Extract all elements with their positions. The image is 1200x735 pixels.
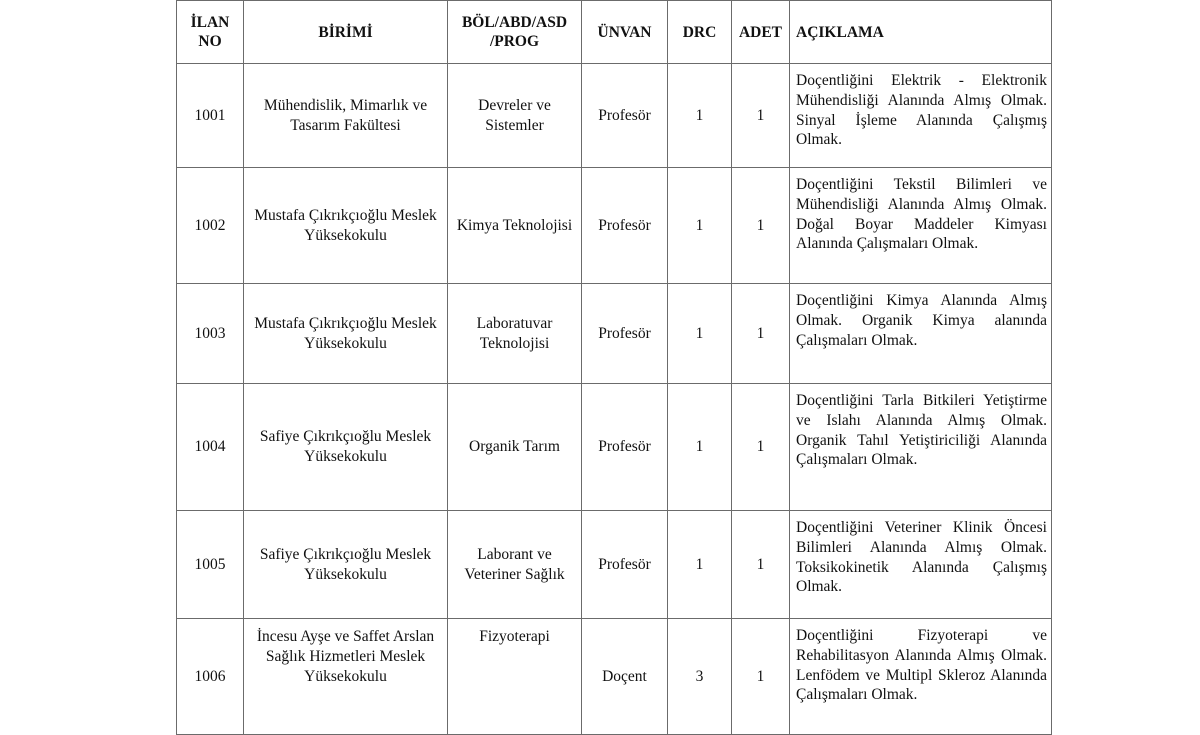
announcement-table [176,0,1052,735]
table-row [177,168,1052,284]
cell-ilan-no: 1004 [177,384,244,511]
cell-ilan-no: 1005 [177,511,244,619]
cell-ilan-no: 1006 [177,619,244,735]
table-row [177,511,1052,619]
cell-aciklama: Doçentliğini Fizyoterapi ve Rehabilitasyon Alanında Almış Olmak. Lenfödem ve Multipl Skleroz Alanında Çalışmaları Olmak. [790,619,1052,735]
cell-drc: 1 [668,64,732,168]
cell-birimi: Mustafa Çıkrıkçıoğlu Meslek Yüksekokulu [244,284,448,384]
table-row [177,384,1052,511]
cell-adet: 1 [732,284,790,384]
cell-aciklama: Doçentliğini Veteriner Klinik Öncesi Bilimleri Alanında Almış Olmak. Toksikokinetik Alanında Çalışmış Olmak. [790,511,1052,619]
cell-birimi: Safiye Çıkrıkçıoğlu Meslek Yüksekokulu [244,384,448,511]
cell-drc: 1 [668,511,732,619]
cell-unvan: Profesör [582,384,668,511]
cell-birimi: İncesu Ayşe ve Saffet Arslan Sağlık Hizmetleri Meslek Yüksekokulu [244,619,448,735]
cell-adet: 1 [732,168,790,284]
cell-birimi: Mustafa Çıkrıkçıoğlu Meslek Yüksekokulu [244,168,448,284]
cell-drc: 3 [668,619,732,735]
cell-drc: 1 [668,284,732,384]
cell-drc: 1 [668,384,732,511]
cell-ilan-no: 1002 [177,168,244,284]
cell-adet: 1 [732,64,790,168]
cell-ilan-no: 1001 [177,64,244,168]
cell-adet: 1 [732,384,790,511]
cell-birimi: Mühendislik, Mimarlık ve Tasarım Fakültesi [244,64,448,168]
cell-aciklama: Doçentliğini Tarla Bitkileri Yetiştirme ve Islahı Alanında Almış Olmak. Organik Tahıl Yetiştiriciliği Alanında Çalışmaları Olmak. [790,384,1052,511]
cell-ilan-no: 1003 [177,284,244,384]
cell-drc: 1 [668,168,732,284]
header-adet: ADET [732,1,790,64]
cell-birimi: Safiye Çıkrıkçıoğlu Meslek Yüksekokulu [244,511,448,619]
cell-bolum: Devreler ve Sistemler [448,64,582,168]
header-bolum: BÖL/ABD/ASD /PROG [448,1,582,64]
cell-unvan: Profesör [582,64,668,168]
table-row [177,619,1052,735]
header-ilan-no: İLAN NO [177,1,244,64]
cell-bolum: Fizyoterapi [448,619,582,735]
cell-bolum: Laborant ve Veteriner Sağlık [448,511,582,619]
cell-bolum: Organik Tarım [448,384,582,511]
cell-bolum: Laboratuvar Teknolojisi [448,284,582,384]
cell-aciklama: Doçentliğini Tekstil Bilimleri ve Mühendisliği Alanında Almış Olmak. Doğal Boyar Maddeler Kimyası Alanında Çalışmaları Olmak. [790,168,1052,284]
cell-bolum: Kimya Teknolojisi [448,168,582,284]
header-birimi: BİRİMİ [244,1,448,64]
header-row [177,1,1052,64]
cell-aciklama: Doçentliğini Kimya Alanında Almış Olmak. Organik Kimya alanında Çalışmaları Olmak. [790,284,1052,384]
header-aciklama: AÇIKLAMA [790,1,1052,64]
table-row [177,64,1052,168]
cell-unvan: Profesör [582,284,668,384]
cell-adet: 1 [732,619,790,735]
cell-aciklama: Doçentliğini Elektrik - Elektronik Mühendisliği Alanında Almış Olmak. Sinyal İşleme Alanında Çalışmış Olmak. [790,64,1052,168]
header-drc: DRC [668,1,732,64]
cell-unvan: Doçent [582,619,668,735]
cell-unvan: Profesör [582,168,668,284]
cell-unvan: Profesör [582,511,668,619]
header-unvan: ÜNVAN [582,1,668,64]
cell-adet: 1 [732,511,790,619]
table-row [177,284,1052,384]
